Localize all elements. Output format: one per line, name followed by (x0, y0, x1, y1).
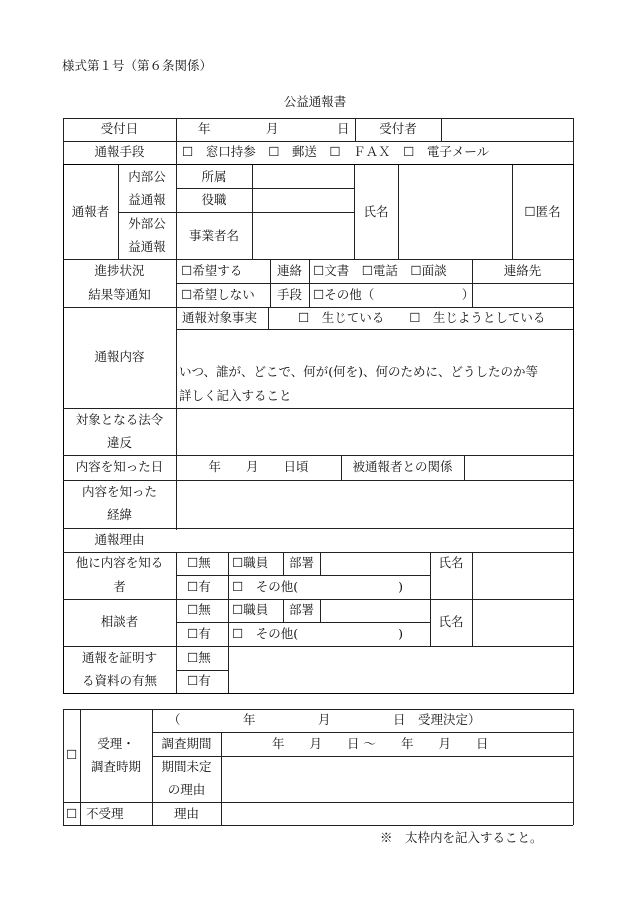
accept-checkbox[interactable]: ☐ (66, 747, 78, 762)
law-field[interactable] (177, 409, 572, 454)
receiver-field[interactable] (442, 119, 572, 141)
reporter-label: 通報者 (71, 204, 110, 219)
accept-decision-date[interactable]: （ 年 月 日 受理決定） (168, 712, 481, 727)
relation-label: 被通報者との関係 (352, 459, 453, 474)
fact-options[interactable]: ☐ 生じている ☐ 生じようとしている (298, 310, 546, 325)
want-checkbox[interactable]: ☐希望する (181, 263, 243, 278)
consultant-none-checkbox[interactable]: ☐無 (187, 602, 211, 617)
consultant-yes-checkbox[interactable]: ☐有 (187, 626, 211, 641)
undetermined-reason-field[interactable] (222, 757, 572, 801)
others-name-field[interactable] (473, 553, 572, 598)
evidence-none-checkbox[interactable]: ☐無 (187, 650, 211, 665)
contact-address-field[interactable] (473, 284, 572, 306)
consultant-name-field[interactable] (473, 600, 572, 645)
reject-reason-field[interactable] (222, 803, 572, 824)
others-none-checkbox[interactable]: ☐無 (187, 555, 211, 570)
period-value[interactable]: 年 月 日 〜 年 月 日 (272, 736, 489, 751)
consultant-other-checkbox[interactable]: ☐ その他( ) (232, 626, 403, 641)
others-yes-checkbox[interactable]: ☐有 (187, 579, 211, 594)
others-staff-checkbox[interactable]: ☐職員 (232, 555, 269, 570)
reason-field[interactable] (177, 529, 572, 551)
anonymous-checkbox[interactable]: ☐匿名 (524, 204, 561, 219)
not-want-checkbox[interactable]: ☐希望しない (181, 287, 255, 302)
evidence-yes-checkbox[interactable]: ☐有 (187, 673, 211, 688)
reject-checkbox[interactable]: ☐ (66, 806, 78, 821)
method-label: 通報手段 (94, 144, 145, 159)
relation-field[interactable] (465, 456, 572, 479)
method-options[interactable]: ☐ 窓口持参 ☐ 郵送 ☐ ＦＡＸ ☐ 電子メール (182, 144, 490, 159)
consultant-label: 相談者 (100, 614, 139, 629)
process-field[interactable] (177, 481, 572, 527)
reporter-name-field[interactable] (399, 166, 511, 258)
contact-means-other[interactable]: ☐その他（ ） (313, 287, 475, 302)
receiver-label: 受付者 (379, 121, 417, 136)
footnote: ※ 太枠内を記入すること。 (380, 830, 543, 845)
contact-means-options[interactable]: ☐文書 ☐電話 ☐面談 (313, 263, 447, 278)
content-label: 通報内容 (94, 349, 145, 364)
contact-address-label: 連絡先 (503, 263, 542, 278)
form-number: 様式第１号（第６条関係） (62, 58, 213, 73)
others-other-checkbox[interactable]: ☐ その他( ) (232, 579, 403, 594)
received-date-label: 受付日 (100, 121, 139, 136)
reason-label: 通報理由 (94, 532, 145, 547)
fact-label: 通報対象事実 (182, 310, 258, 325)
known-date-label: 内容を知った日 (75, 459, 164, 474)
name-label: 氏名 (363, 204, 389, 219)
form-title: 公益通報書 (283, 94, 347, 109)
consultant-staff-checkbox[interactable]: ☐職員 (232, 602, 269, 617)
known-date-value[interactable]: 年 月 日頃 (208, 459, 309, 474)
